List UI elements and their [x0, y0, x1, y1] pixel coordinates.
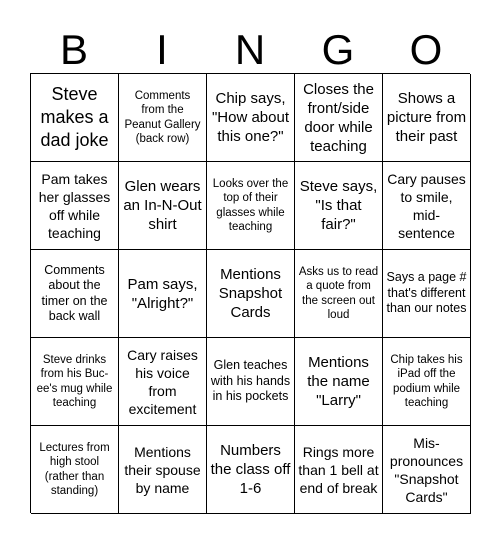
header-letter-b: B: [59, 26, 88, 73]
bingo-cell[interactable]: [31, 74, 119, 162]
bingo-cell[interactable]: [207, 426, 295, 514]
bingo-cell-text: Mentions Snapshot Cards: [218, 266, 283, 321]
header-letter-n: N: [234, 26, 266, 73]
bingo-cell[interactable]: [383, 162, 471, 250]
bingo-cell-text: Glen wears an In-N-Out shirt: [123, 178, 202, 233]
bingo-cell[interactable]: [31, 338, 119, 426]
bingo-cell[interactable]: [31, 162, 119, 250]
bingo-cell-text: Chip takes his iPad off the podium while teaching: [390, 353, 463, 409]
bingo-cell[interactable]: [31, 426, 119, 514]
bingo-header: [30, 28, 470, 72]
bingo-cell-text: Comments from the Peanut Gallery (back row): [124, 89, 201, 145]
bingo-cell-text: Pam takes her glasses off while teaching: [38, 170, 111, 241]
bingo-cell[interactable]: [207, 250, 295, 338]
bingo-board: [30, 73, 470, 513]
bingo-cell-text: Cary pauses to smile, mid-sentence: [387, 170, 466, 241]
bingo-cell-text: Mentions their spouse by name: [124, 443, 201, 496]
bingo-cell[interactable]: [295, 338, 383, 426]
bingo-cell[interactable]: [295, 250, 383, 338]
bingo-cell-text: Shows a picture from their past: [386, 90, 467, 145]
bingo-cell-text: Glen teaches with his hands in his pockets: [210, 358, 291, 404]
bingo-cell[interactable]: [295, 426, 383, 514]
bingo-cell-text: Rings more than 1 bell at end of break: [298, 443, 379, 496]
bingo-cell[interactable]: [383, 426, 471, 514]
bingo-cell[interactable]: [383, 338, 471, 426]
bingo-cell-text: Asks us to read a quote from the screen out loud: [298, 265, 379, 321]
bingo-cell[interactable]: [119, 426, 207, 514]
bingo-cell[interactable]: [207, 74, 295, 162]
bingo-cell-text: Comments about the timer on the back wall: [41, 262, 108, 323]
bingo-cell-text: Pam says, "Alright?": [127, 275, 198, 312]
bingo-cell[interactable]: [207, 162, 295, 250]
bingo-cell-text: Steve makes a dad joke: [40, 84, 109, 150]
bingo-cell-text: Lectures from high stool (rather than standing): [39, 441, 110, 497]
bingo-cell-text: Numbers the class off 1-6: [210, 442, 291, 497]
bingo-cell-text: Steve says, "Is that fair?": [299, 178, 378, 233]
bingo-cell-text: Chip says, "How about this one?": [211, 90, 290, 145]
bingo-cell[interactable]: [383, 250, 471, 338]
bingo-cell[interactable]: [383, 74, 471, 162]
header-letter-g: G: [321, 26, 355, 73]
header-letter-i: I: [156, 26, 168, 73]
bingo-cell-text: Steve drinks from his Buc-ee's mug while teaching: [36, 353, 113, 409]
header-letter-o: O: [409, 26, 443, 73]
bingo-cell-text: Cary raises his voice from excitement: [127, 346, 198, 417]
bingo-cell[interactable]: [119, 338, 207, 426]
bingo-cell-text: Looks over the top of their glasses while teaching: [212, 177, 289, 233]
bingo-cell-text: Closes the front/side door while teaching: [303, 80, 374, 155]
bingo-cell[interactable]: [119, 74, 207, 162]
bingo-cell[interactable]: [207, 338, 295, 426]
bingo-cell-text: Says a page # that's different than our notes: [386, 270, 467, 316]
bingo-cell[interactable]: [119, 250, 207, 338]
bingo-grid: [31, 74, 470, 514]
bingo-cell[interactable]: [31, 250, 119, 338]
bingo-cell-text: Mentions the name "Larry": [307, 354, 370, 409]
bingo-cell[interactable]: [119, 162, 207, 250]
bingo-cell-text: Mis-pronounces "Snapshot Cards": [389, 434, 464, 505]
bingo-cell[interactable]: [295, 74, 383, 162]
bingo-cell[interactable]: [295, 162, 383, 250]
